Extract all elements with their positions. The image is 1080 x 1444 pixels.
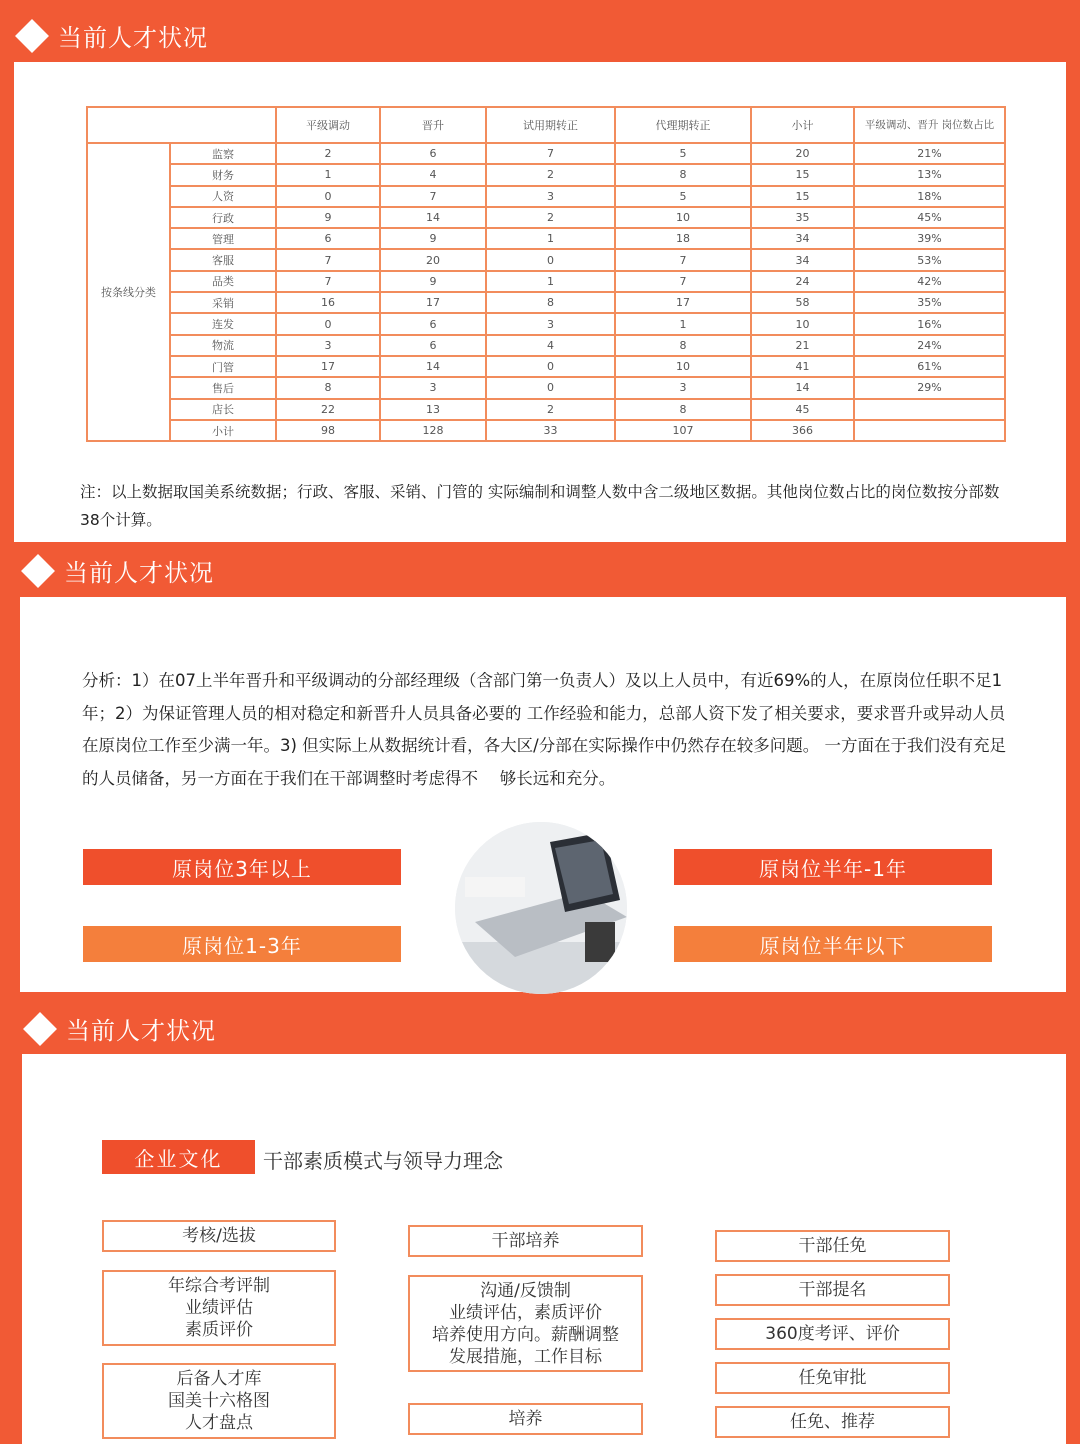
table-cell: 53% (854, 249, 1005, 270)
table-corner (87, 107, 276, 143)
table-cell: 14 (751, 377, 854, 398)
box-line: 发展措施，工作目标 (449, 1346, 602, 1367)
box-line: 业绩评估，素质评价 (449, 1302, 602, 1323)
table-cell: 34 (751, 228, 854, 249)
table-cell: 9 (276, 207, 380, 228)
table-row (87, 271, 1005, 292)
table-cell: 2 (486, 207, 615, 228)
row-label: 物流 (170, 335, 276, 356)
table-cell: 2 (486, 399, 615, 420)
table-cell: 13% (854, 164, 1005, 185)
table-row (87, 207, 1005, 228)
table-cell: 8 (615, 399, 751, 420)
table-cell: 29% (854, 377, 1005, 398)
table-header: 试用期转正 (486, 107, 615, 143)
evaluation-360-label: 360度考评、评价 (765, 1324, 900, 1344)
training-label: 培养 (508, 1409, 543, 1429)
table-cell: 5 (615, 143, 751, 164)
assessment-label: 考核/选拔 (182, 1226, 256, 1246)
talent-pool-box (102, 1363, 336, 1439)
table-row (87, 356, 1005, 377)
row-label: 客服 (170, 249, 276, 270)
table-row (87, 186, 1005, 207)
group-label: 按条线分类 (87, 143, 170, 441)
table-cell: 7 (615, 249, 751, 270)
tenure-over-3-years: 原岗位3年以上 (83, 849, 401, 885)
analysis-text: 分析：1）在07上半年晋升和平级调动的分部经理级（含部门第一负责人）及以上人员中，有近69%的人，在原岗位任职不足1年；2）为保证管理人员的相对稳定和新晋升人员具备必要的 工作经验和能力，总部人资下发了相关要求，要求晋升或异动人员在原岗位工作至少满一年。3) 但实际上从数据统计看，各大区/分部在实际操作中仍然存在较多问题。 一方面在于我们没有充足的人员储备，另一方面在于我们在干部调整时考虑得不 够长远和充分。 (82, 671, 1006, 788)
table-cell: 5 (615, 186, 751, 207)
table-cell: 17 (276, 356, 380, 377)
table-cell: 8 (276, 377, 380, 398)
table-cell: 42% (854, 271, 1005, 292)
table-cell: 128 (380, 420, 486, 441)
table-row (87, 164, 1005, 185)
table-cell: 20 (751, 143, 854, 164)
table-cell: 2 (486, 164, 615, 185)
table-cell: 0 (486, 377, 615, 398)
table-header: 小计 (751, 107, 854, 143)
row-label: 行政 (170, 207, 276, 228)
feedback-box (408, 1275, 643, 1372)
table-header: 晋升 (380, 107, 486, 143)
laptop-photo (455, 822, 627, 994)
table-cell: 16 (276, 292, 380, 313)
row-label: 采销 (170, 292, 276, 313)
table-cell: 7 (276, 249, 380, 270)
table-cell: 7 (615, 271, 751, 292)
row-label: 门管 (170, 356, 276, 377)
table-cell: 13 (380, 399, 486, 420)
row-label: 品类 (170, 271, 276, 292)
row-label: 财务 (170, 164, 276, 185)
row-label: 管理 (170, 228, 276, 249)
nomination-label: 干部提名 (798, 1280, 867, 1300)
row-label: 监察 (170, 143, 276, 164)
table-cell: 14 (380, 356, 486, 377)
table-cell: 33 (486, 420, 615, 441)
table-cell: 15 (751, 164, 854, 185)
section-3-header (28, 1011, 216, 1046)
table-cell: 98 (276, 420, 380, 441)
table-cell: 35 (751, 207, 854, 228)
box-line: 人才盘点 (185, 1413, 253, 1433)
table-cell: 3 (380, 377, 486, 398)
box-line: 年综合考评制 (168, 1276, 270, 1296)
table-cell: 61% (854, 356, 1005, 377)
table-cell: 41 (751, 356, 854, 377)
table-cell: 45% (854, 207, 1005, 228)
table-row (87, 292, 1005, 313)
recommendation-box (715, 1406, 950, 1438)
approval-label: 任免审批 (798, 1368, 867, 1388)
section-2-title: 当前人才状况 (64, 559, 214, 587)
diamond-icon (23, 1012, 57, 1046)
table-row (87, 249, 1005, 270)
diamond-icon (15, 19, 49, 53)
table-cell: 366 (751, 420, 854, 441)
table-cell: 21% (854, 143, 1005, 164)
table-note: 注：以上数据取国美系统数据；行政、客服、采销、门管的 实际编制和调整人数中含二级地区数据。其他岗位数占比的岗位数按分部数38个计算。 (80, 483, 1000, 529)
table-cell: 39% (854, 228, 1005, 249)
appointment-label: 干部任免 (798, 1236, 867, 1256)
table-cell: 1 (615, 313, 751, 334)
table-cell: 0 (276, 186, 380, 207)
table-header: 平级调动 (276, 107, 380, 143)
table-cell: 7 (276, 271, 380, 292)
table-cell: 1 (486, 271, 615, 292)
table-cell: 6 (276, 228, 380, 249)
table-cell: 9 (380, 228, 486, 249)
table-row (87, 143, 1005, 164)
training-box (408, 1403, 643, 1435)
table-row (87, 313, 1005, 334)
table-cell: 4 (380, 164, 486, 185)
cadre-training-label: 干部培养 (491, 1231, 560, 1251)
table-cell: 21 (751, 335, 854, 356)
table-cell: 0 (486, 249, 615, 270)
table-cell: 24% (854, 335, 1005, 356)
box-line: 培养使用方向。薪酬调整 (432, 1324, 619, 1345)
appointment-box (715, 1230, 950, 1262)
row-label: 售后 (170, 377, 276, 398)
table-cell: 8 (615, 164, 751, 185)
table-cell: 45 (751, 399, 854, 420)
table-cell: 6 (380, 143, 486, 164)
table-cell: 0 (276, 313, 380, 334)
table-cell: 17 (615, 292, 751, 313)
culture-title: 干部素质模式与领导力理念 (263, 1149, 503, 1173)
nomination-box (715, 1274, 950, 1306)
section-1-title: 当前人才状况 (58, 24, 208, 52)
box-line: 业绩评估 (185, 1298, 253, 1318)
recommendation-label: 任免、推荐 (790, 1412, 875, 1432)
assessment-box (102, 1220, 336, 1252)
cadre-training-box (408, 1225, 643, 1257)
table-cell: 10 (751, 313, 854, 334)
table-cell: 107 (615, 420, 751, 441)
table-cell: 34 (751, 249, 854, 270)
tenure-half-to-1-year: 原岗位半年-1年 (674, 849, 992, 885)
table-cell: 3 (615, 377, 751, 398)
table-cell: 3 (276, 335, 380, 356)
row-label: 店长 (170, 399, 276, 420)
table-row (87, 377, 1005, 398)
table-cell: 20 (380, 249, 486, 270)
tenure-under-half-year: 原岗位半年以下 (674, 926, 992, 962)
table-cell: 6 (380, 335, 486, 356)
talent-table (86, 106, 1006, 442)
section-1-header (20, 18, 208, 53)
table-cell: 8 (615, 335, 751, 356)
table-row (87, 420, 1005, 441)
section-3-title: 当前人才状况 (66, 1017, 216, 1045)
row-label: 小计 (170, 420, 276, 441)
table-header: 代理期转正 (615, 107, 751, 143)
section-2-header (26, 553, 214, 588)
table-cell: 18 (615, 228, 751, 249)
table-row (87, 335, 1005, 356)
table-cell: 8 (486, 292, 615, 313)
table-row (87, 399, 1005, 420)
table-cell: 3 (486, 186, 615, 207)
table-cell: 0 (486, 356, 615, 377)
approval-box (715, 1362, 950, 1394)
table-header: 平级调动、晋升 岗位数占比 (854, 107, 1005, 143)
table-cell (854, 399, 1005, 420)
evaluation-360-box (715, 1318, 950, 1350)
table-cell: 1 (276, 164, 380, 185)
box-line: 国美十六格图 (168, 1391, 270, 1411)
box-line: 后备人才库 (176, 1369, 262, 1389)
table-cell: 10 (615, 356, 751, 377)
row-label: 连发 (170, 313, 276, 334)
table-cell: 7 (486, 143, 615, 164)
table-row (87, 228, 1005, 249)
table-cell: 4 (486, 335, 615, 356)
table-cell: 22 (276, 399, 380, 420)
table-cell: 24 (751, 271, 854, 292)
table-cell: 15 (751, 186, 854, 207)
box-line: 沟通/反馈制 (480, 1280, 571, 1301)
table-header-row (87, 107, 1005, 143)
table-cell: 2 (276, 143, 380, 164)
table-cell: 6 (380, 313, 486, 334)
diamond-icon (21, 554, 55, 588)
table-cell: 58 (751, 292, 854, 313)
table-cell: 3 (486, 313, 615, 334)
table-cell (854, 420, 1005, 441)
table-cell: 9 (380, 271, 486, 292)
tenure-1-to-3-years: 原岗位1-3年 (83, 926, 401, 962)
table-cell: 7 (380, 186, 486, 207)
annual-review-box (102, 1270, 336, 1346)
row-label: 人资 (170, 186, 276, 207)
table-cell: 35% (854, 292, 1005, 313)
culture-tag: 企业文化 (102, 1140, 255, 1174)
table-cell: 17 (380, 292, 486, 313)
table-cell: 14 (380, 207, 486, 228)
table-cell: 18% (854, 186, 1005, 207)
box-line: 素质评价 (185, 1320, 253, 1340)
table-cell: 10 (615, 207, 751, 228)
table-cell: 1 (486, 228, 615, 249)
table-cell: 16% (854, 313, 1005, 334)
